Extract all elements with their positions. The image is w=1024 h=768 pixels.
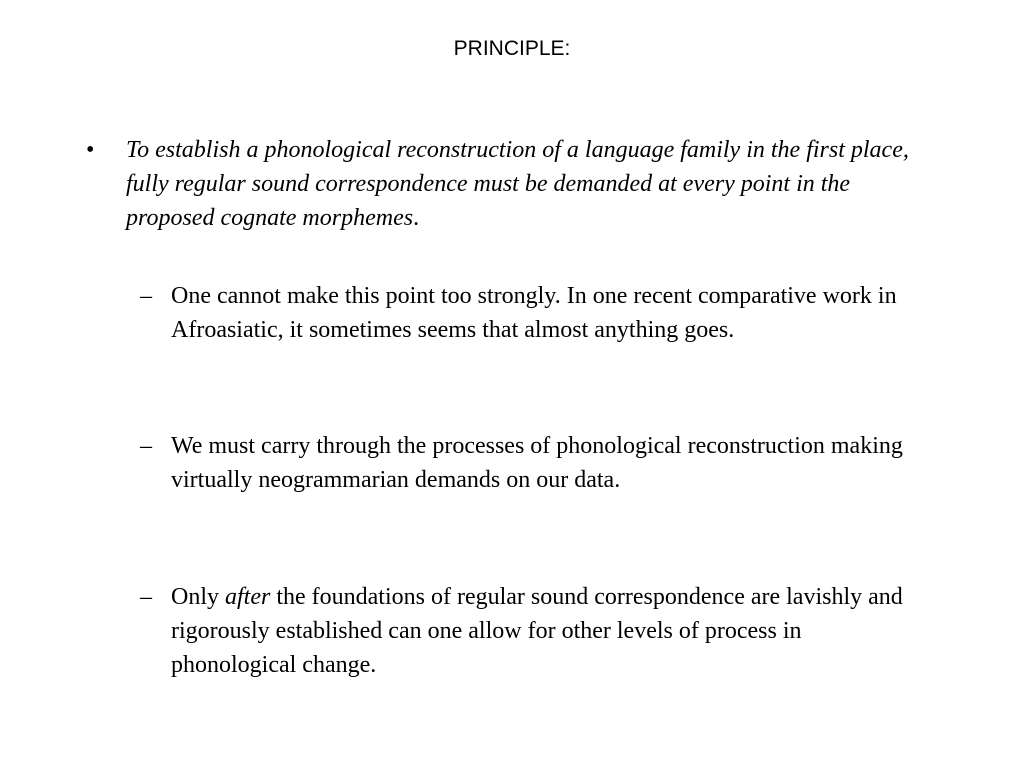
sub-bullet-text: One cannot make this point too strongly. In one recent comparative work in Afroasiatic, it sometimes seems that almost anything goes. bbox=[171, 283, 897, 343]
sub-bullet-text bbox=[171, 580, 916, 682]
main-bullet-period: . bbox=[413, 205, 420, 231]
main-bullet-italic-text: To establish a phonological reconstruction of a language family in the first place, fully regular sound correspondence must be demanded at every point in the proposed cognate morphemes bbox=[126, 137, 909, 231]
sub-bullet-marker: – bbox=[140, 283, 152, 309]
bullet-marker: • bbox=[86, 137, 95, 163]
sub-bullet-lead-text: Only bbox=[171, 584, 225, 610]
slide-title: PRINCIPLE: bbox=[453, 37, 571, 60]
sub-bullet-marker: – bbox=[140, 584, 152, 610]
sub-bullet-marker: – bbox=[140, 433, 152, 459]
main-bullet-text bbox=[126, 133, 936, 235]
sub-bullet-emphasis: after bbox=[225, 584, 271, 610]
sub-bullet-rest-text: the foundations of regular sound correspondence are lavishly and rigorously established can one allow for other levels of process in phonological change. bbox=[171, 584, 903, 678]
sub-bullet-text: We must carry through the processes of phonological reconstruction making virtually neogrammarian demands on our data. bbox=[171, 433, 903, 493]
